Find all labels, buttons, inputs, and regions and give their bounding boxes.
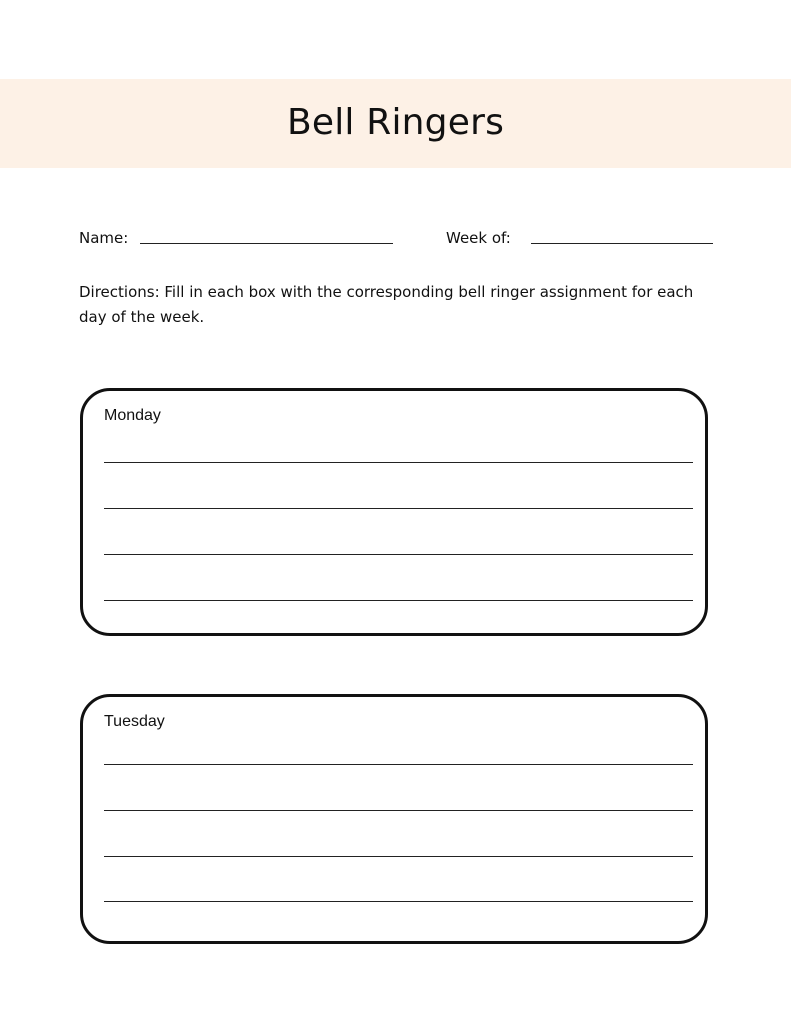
day-box-monday xyxy=(80,388,708,636)
name-field[interactable] xyxy=(140,243,393,244)
directions-text: Directions: Fill in each box with the corresponding bell ringer assignment for each day of the week. xyxy=(79,283,694,326)
day-label: Monday xyxy=(104,407,161,424)
answer-line[interactable] xyxy=(104,901,693,902)
week-of-field[interactable] xyxy=(531,243,713,244)
page-title: Bell Ringers xyxy=(286,102,505,143)
day-label: Tuesday xyxy=(104,713,165,730)
answer-line[interactable] xyxy=(104,600,693,601)
answer-line[interactable] xyxy=(104,856,693,857)
answer-line[interactable] xyxy=(104,508,693,509)
name-label: Name: xyxy=(79,229,129,247)
week-of-label: Week of: xyxy=(446,229,511,247)
answer-line[interactable] xyxy=(104,810,693,811)
answer-line[interactable] xyxy=(104,462,693,463)
answer-line[interactable] xyxy=(104,764,693,765)
answer-line[interactable] xyxy=(104,554,693,555)
day-box-tuesday xyxy=(80,694,708,944)
